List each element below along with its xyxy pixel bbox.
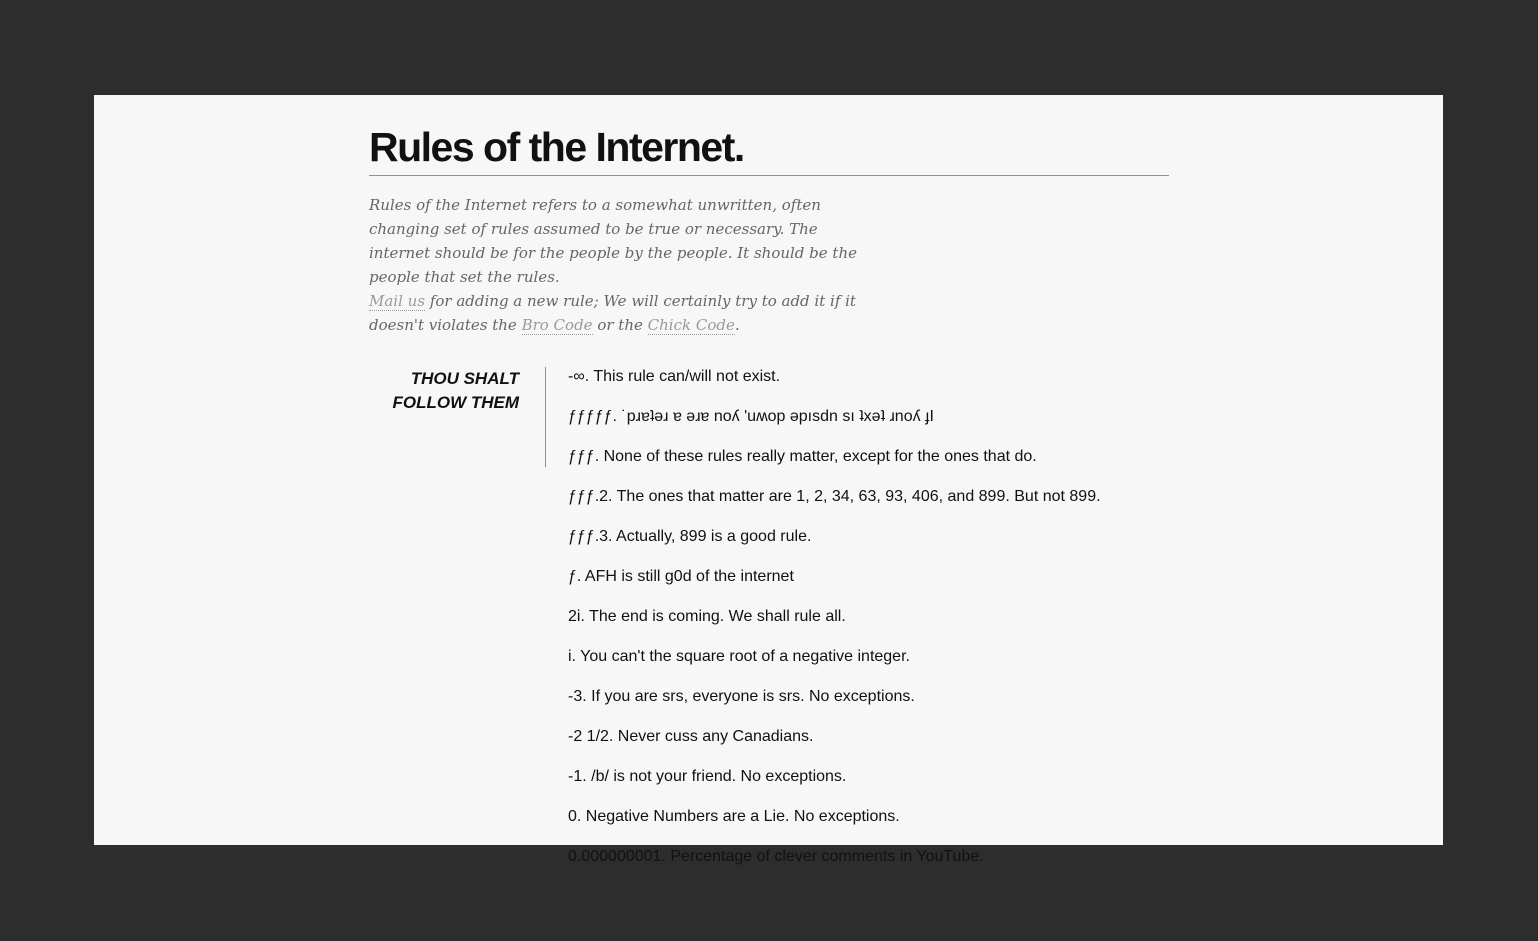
rules-list bbox=[568, 367, 1188, 887]
rule-item: ƒƒƒ. None of these rules really matter, except for the ones that do. bbox=[568, 448, 1037, 465]
rule-item: i. You can't the square root of a negative integer. bbox=[568, 648, 910, 665]
rule-item: -1. /b/ is not your friend. No exceptions. bbox=[568, 768, 847, 785]
section-heading bbox=[369, 367, 519, 415]
rule-item: ƒƒƒ.3. Actually, 899 is a good rule. bbox=[568, 528, 812, 545]
title-divider bbox=[369, 175, 1169, 176]
rule-item: ƒƒƒƒƒ. ˙pɹɐʇǝɹ ɐ ǝɹɐ noʎ 'uʍop ǝpısdn sı ʇxǝʇ ɹnoʎ ɟI bbox=[568, 408, 934, 425]
page-title: Rules of the Internet. bbox=[369, 124, 744, 170]
rule-item: 0.000000001. Percentage of clever comments in YouTube. bbox=[568, 848, 984, 865]
intro-end: . bbox=[734, 316, 740, 334]
page bbox=[94, 95, 1443, 865]
rule-item: -∞. This rule can/will not exist. bbox=[568, 368, 781, 385]
chick-code-link[interactable]: Chick Code bbox=[647, 316, 735, 334]
rule-item: -2 1/2. Never cuss any Canadians. bbox=[568, 728, 814, 745]
section-divider bbox=[545, 367, 546, 467]
rule-item: -3. If you are srs, everyone is srs. No exceptions. bbox=[568, 688, 915, 705]
intro-connector: or the bbox=[597, 316, 643, 334]
intro-text-2: for adding a new rule; We will certainly try to add it if it doesn't violates the bbox=[369, 292, 856, 334]
mail-us-link[interactable]: Mail us bbox=[369, 292, 426, 310]
section-heading-line-2: FOLLOW THEM bbox=[392, 393, 519, 412]
rule-item: 0. Negative Numbers are a Lie. No exceptions. bbox=[568, 808, 900, 825]
rule-item: ƒ. AFH is still g0d of the internet bbox=[568, 568, 794, 585]
intro-text: Rules of the Internet refers to a somewhat unwritten, often changing set of rules assumed to be true or necessary. The internet should be for the people by the people. It should be the people that set the rules. bbox=[369, 196, 857, 286]
section-heading-line-1: THOU SHALT bbox=[410, 369, 519, 388]
content bbox=[369, 95, 1169, 865]
rule-item: ƒƒƒ.2. The ones that matter are 1, 2, 34, 63, 93, 406, and 899. But not 899. bbox=[568, 488, 1101, 505]
intro-paragraph bbox=[369, 193, 869, 337]
rule-item: 2i. The end is coming. We shall rule all. bbox=[568, 608, 846, 625]
bro-code-link[interactable]: Bro Code bbox=[521, 316, 593, 334]
